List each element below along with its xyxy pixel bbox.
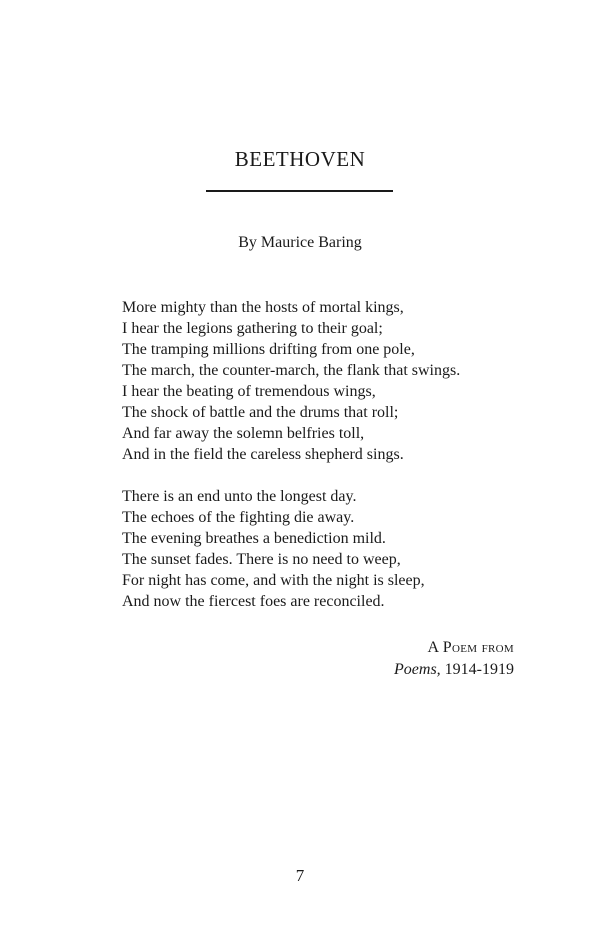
poem-line: The march, the counter-march, the flank that swings. <box>122 362 461 379</box>
page-number: 7 <box>295 866 305 885</box>
poem-line: I hear the legions gathering to their goal; <box>122 320 383 337</box>
source-citation <box>394 659 514 681</box>
poem-line: There is an end unto the longest day. <box>122 488 357 505</box>
poem-byline: By Maurice Baring <box>238 234 362 251</box>
source-label: A Poem from <box>427 639 514 656</box>
poem-line: And far away the solemn belfries toll, <box>122 425 365 442</box>
poem-line: The echoes of the fighting die away. <box>122 509 355 526</box>
stanza-2 <box>122 486 502 612</box>
poem-title: BEETHOVEN <box>234 147 366 171</box>
stanza-1 <box>122 297 502 465</box>
poem-line: I hear the beating of tremendous wings, <box>122 383 376 400</box>
poem-line: And now the fiercest foes are reconciled. <box>122 593 385 610</box>
poem-line: The sunset fades. There is no need to weep, <box>122 551 401 568</box>
poem-line: And in the field the careless shepherd sings. <box>122 446 404 463</box>
poem-source <box>394 637 514 681</box>
source-title: Poems, <box>394 661 441 678</box>
poem-line: For night has come, and with the night is sleep, <box>122 572 425 589</box>
source-years: 1914-1919 <box>440 661 514 678</box>
poem-line: More mighty than the hosts of mortal kings, <box>122 299 404 316</box>
poem-line: The tramping millions drifting from one pole, <box>122 341 415 358</box>
title-divider <box>206 190 393 192</box>
poem-line: The shock of battle and the drums that roll; <box>122 404 399 421</box>
poem-line: The evening breathes a benediction mild. <box>122 530 386 547</box>
